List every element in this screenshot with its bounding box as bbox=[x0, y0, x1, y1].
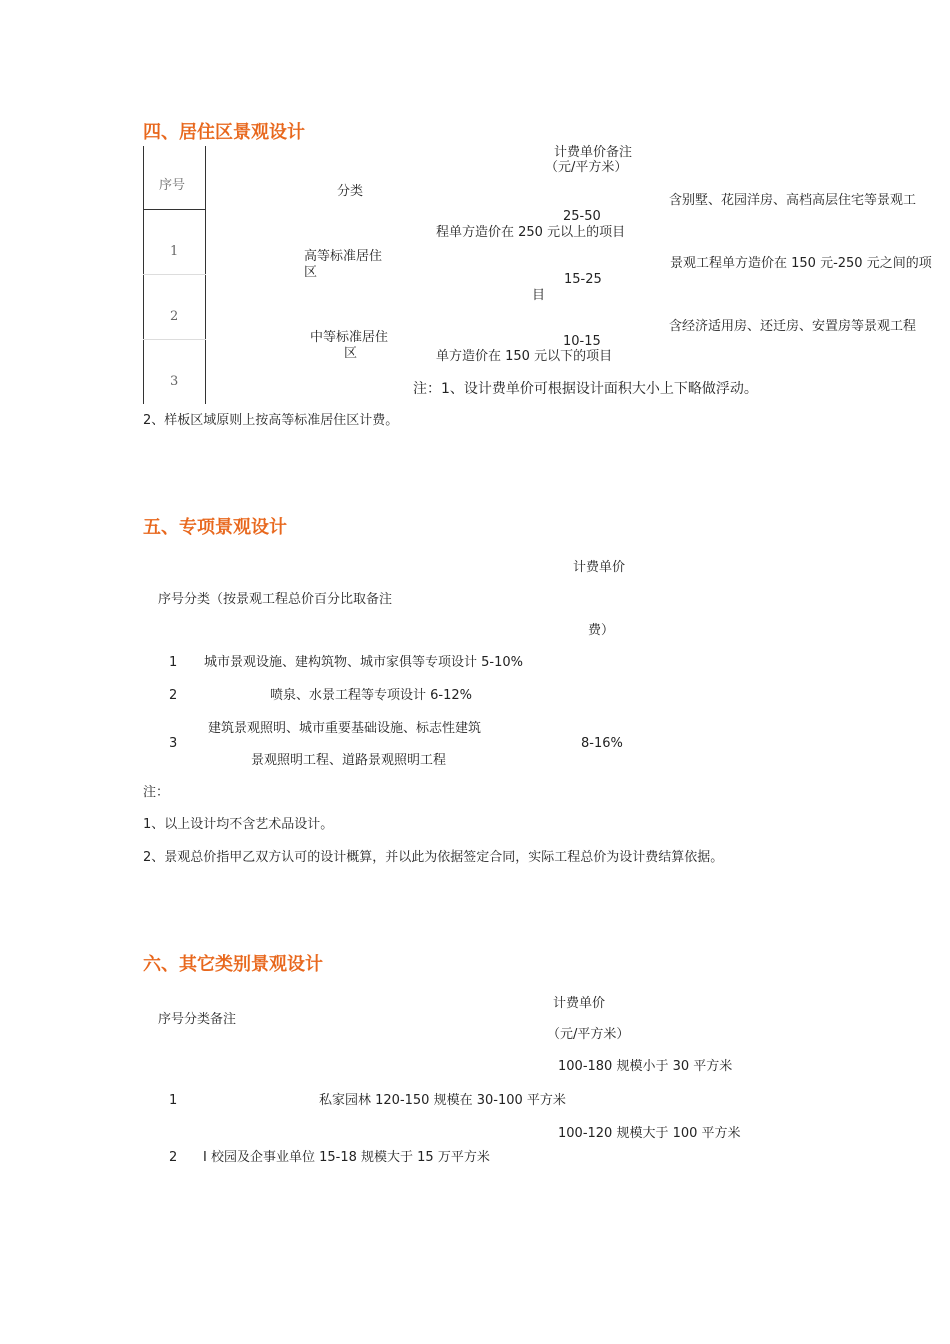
row-no: 2 bbox=[169, 1150, 178, 1165]
row-note: 含经济适用房、还迁房、安置房等景观工程 bbox=[669, 319, 917, 334]
col-header-price: 计费单价 bbox=[573, 560, 626, 575]
row-price: 25-50 bbox=[563, 209, 601, 224]
row-note: 含别墅、花园洋房、高档高层住宅等景观工 bbox=[669, 193, 917, 208]
row-no: 3 bbox=[170, 374, 179, 389]
col-header-category: 分类 bbox=[337, 184, 364, 199]
col-header-price: 计费单价备注 bbox=[554, 145, 633, 160]
col-header-main: 序号分类备注 bbox=[158, 1012, 237, 1027]
table-left-border bbox=[143, 146, 144, 404]
col-header-main: 序号分类（按景观工程总价百分比取备注 bbox=[158, 592, 393, 607]
row-note: 景观工程单方造价在 150 元-250 元之间的项 bbox=[670, 256, 932, 271]
col-header-unit: （元/平方米） bbox=[547, 1027, 630, 1042]
section-6-title: 六、其它类别景观设计 bbox=[143, 954, 323, 975]
section-4-note: 2、样板区域原则上按高等标准居住区计费。 bbox=[143, 413, 399, 428]
row-text: 100-180 规模小于 30 平方米 bbox=[558, 1059, 733, 1074]
col-header-no: 序号 bbox=[159, 178, 186, 193]
col-header-price: 计费单价 bbox=[553, 996, 606, 1011]
row-note: 程单方造价在 250 元以上的项目 bbox=[436, 225, 626, 240]
row-text: 景观照明工程、道路景观照明工程 bbox=[251, 753, 447, 768]
col-header-unit: （元/平方米） bbox=[545, 160, 628, 175]
row-text: 私家园林 120-150 规模在 30-100 平方米 bbox=[319, 1093, 566, 1108]
row-no: 1 bbox=[170, 244, 179, 259]
row-category: 区 bbox=[344, 346, 358, 361]
row-text: 100-120 规模大于 100 平方米 bbox=[558, 1126, 741, 1141]
row-price: 10-15 bbox=[563, 334, 601, 349]
row-no: 2 bbox=[169, 688, 178, 703]
section-4-note: 注：1、设计费单价可根据设计面积大小上下略做浮动。 bbox=[413, 381, 758, 397]
table-col-divider bbox=[205, 146, 206, 404]
row-note: 目 bbox=[532, 288, 546, 303]
section-5-note: 1、以上设计均不含艺术品设计。 bbox=[143, 817, 334, 832]
row-price: 15-25 bbox=[564, 272, 602, 287]
row-no: 1 bbox=[169, 1093, 178, 1108]
row-category: 区 bbox=[304, 265, 318, 280]
section-5-note: 2、景观总价指甲乙双方认可的设计概算，并以此为依据签定合同，实际工程总价为设计费结算依据。 bbox=[143, 850, 724, 865]
row-text: I 校园及企事业单位 15-18 规模大于 15 万平方米 bbox=[203, 1150, 490, 1165]
row-no: 1 bbox=[169, 655, 178, 670]
row-no: 3 bbox=[169, 736, 178, 751]
section-4-title: 四、居住区景观设计 bbox=[143, 122, 305, 143]
section-5-title: 五、专项景观设计 bbox=[143, 517, 287, 538]
row-text: 建筑景观照明、城市重要基础设施、标志性建筑 bbox=[208, 721, 482, 736]
table-row-divider bbox=[143, 274, 206, 275]
row-category: 中等标准居住 bbox=[310, 330, 389, 345]
row-category: 高等标准居住 bbox=[304, 249, 383, 264]
row-no: 2 bbox=[170, 309, 179, 324]
row-text: 城市景观设施、建构筑物、城市家俱等专项设计 5-10% bbox=[204, 655, 523, 670]
row-text: 喷泉、水景工程等专项设计 6-12% bbox=[270, 688, 472, 703]
table-row-divider bbox=[143, 339, 206, 340]
table-header-divider bbox=[143, 209, 206, 210]
row-percent: 8-16% bbox=[581, 736, 623, 751]
col-header-fee: 费） bbox=[588, 623, 615, 638]
section-5-note-label: 注： bbox=[143, 785, 170, 800]
row-note: 单方造价在 150 元以下的项目 bbox=[436, 349, 613, 364]
